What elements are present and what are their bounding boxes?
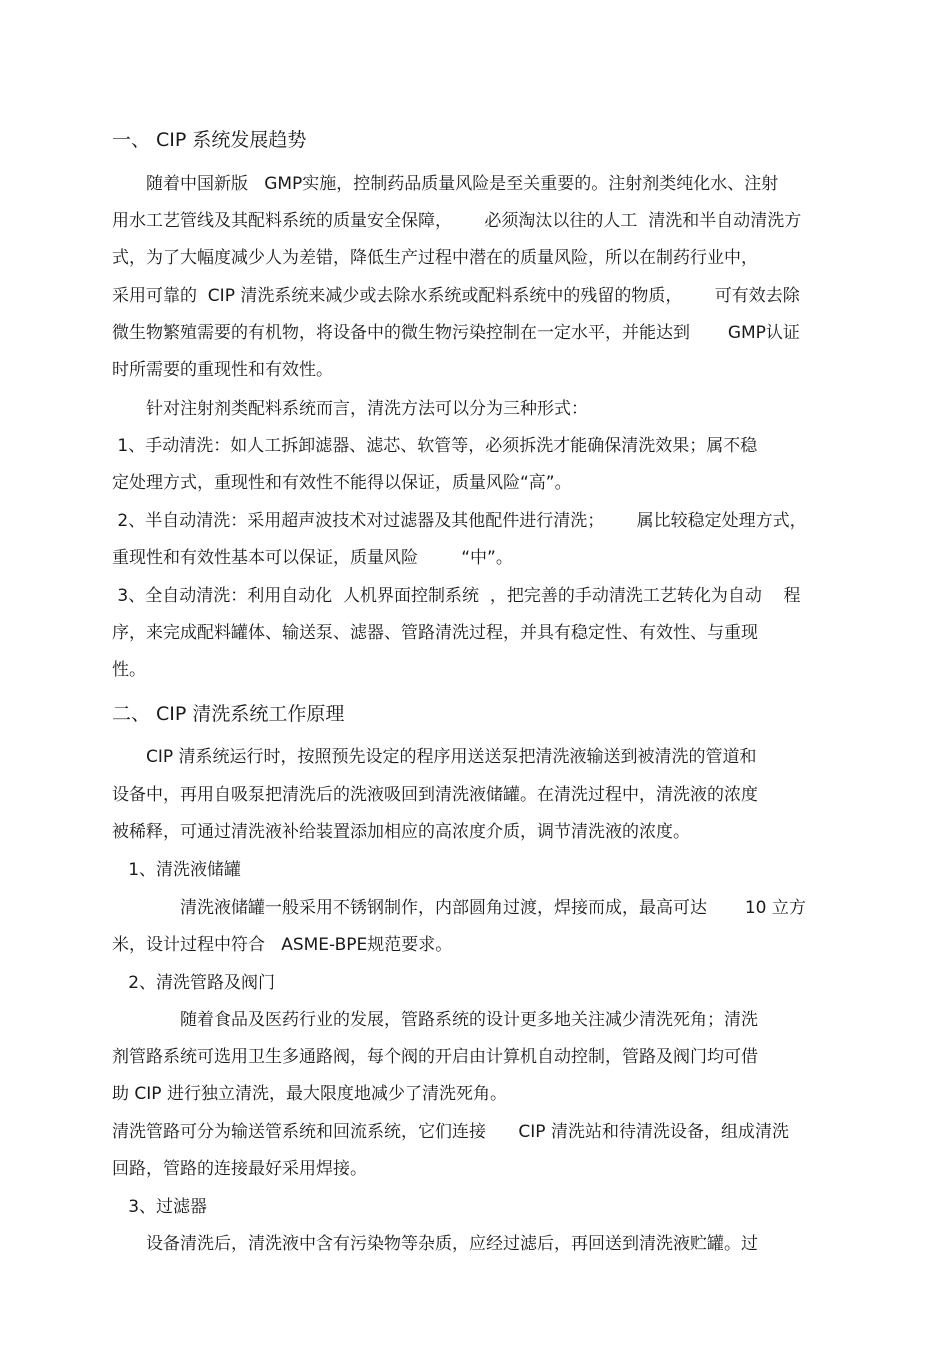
section-heading: 二、 CIP 清洗系统工作原理 [112, 703, 345, 725]
paragraph-line: CIP 清系统运行时，按照预先设定的程序用送送泵把清洗液输送到被清洗的管道和 [112, 747, 757, 767]
paragraph-line: 清洗液储罐一般采用不锈钢制作，内部圆角过渡，焊接而成，最高可达 10 立方 [112, 898, 806, 918]
list-item-line: 性。 [112, 660, 146, 680]
paragraph-line: 采用可靠的 CIP 清洗系统来减少或去除水系统或配料系统中的残留的物质， 可有效去除 [112, 286, 800, 306]
paragraph-line: 时所需要的重现性和有效性。 [112, 360, 333, 380]
subsection-heading: 3、过滤器 [112, 1197, 208, 1217]
paragraph-line: 式，为了大幅度减少人为差错，降低生产过程中潜在的质量风险，所以在制药行业中， [112, 248, 758, 268]
paragraph-line: 助 CIP 进行独立清洗，最大限度地减少了清洗死角。 [112, 1084, 507, 1104]
paragraph-line: 剂管路系统可选用卫生多通路阀，每个阀的开启由计算机自动控制，管路及阀门均可借 [112, 1047, 758, 1067]
list-item-line: 重现性和有效性基本可以保证，质量风险 “中”。 [112, 548, 513, 568]
paragraph-line: 针对注射剂类配料系统而言，清洗方法可以分为三种形式： [112, 399, 588, 419]
paragraph-line: 随着中国新版 GMP实施，控制药品质量风险是至关重要的。注射剂类纯化水、注射 [112, 174, 779, 194]
paragraph-line: 设备中，再用自吸泵把清洗后的洗液吸回到清洗液储罐。在清洗过程中，清洗液的浓度 [112, 785, 758, 805]
section-heading: 一、 CIP 系统发展趋势 [112, 129, 307, 151]
paragraph-line: 微生物繁殖需要的有机物，将设备中的微生物污染控制在一定水平，并能达到 GMP认证 [112, 323, 800, 343]
paragraph-line: 清洗管路可分为输送管系统和回流系统，它们连接 CIP 清洗站和待清洗设备，组成清洗 [112, 1122, 789, 1142]
list-item-line: 1、手动清洗：如人工拆卸滤器、滤芯、软管等，必须拆洗才能确保清洗效果；属不稳 [112, 436, 758, 456]
paragraph-line: 设备清洗后，清洗液中含有污染物等杂质，应经过滤后，再回送到清洗液贮罐。过 [112, 1234, 758, 1254]
paragraph-line: 被稀释，可通过清洗液补给装置添加相应的高浓度介质，调节清洗液的浓度。 [112, 822, 690, 842]
subsection-heading: 1、清洗液储罐 [112, 860, 242, 880]
paragraph-line: 米，设计过程中符合 ASME-BPE规范要求。 [112, 935, 453, 955]
paragraph-line: 回路，管路的连接最好采用焊接。 [112, 1159, 367, 1179]
list-item-line: 定处理方式，重现性和有效性不能得以保证，质量风险“高”。 [112, 473, 572, 493]
list-item-line: 序，来完成配料罐体、输送泵、滤器、管路清洗过程，并具有稳定性、有效性、与重现 [112, 623, 758, 643]
list-item-line: 2、半自动清洗：采用超声波技术对过滤器及其他配件进行清洗； 属比较稳定处理方式， [112, 511, 807, 531]
paragraph-line: 随着食品及医药行业的发展，管路系统的设计更多地关注减少清洗死角；清洗 [112, 1010, 758, 1030]
subsection-heading: 2、清洗管路及阀门 [112, 973, 276, 993]
paragraph-line: 用水工艺管线及其配料系统的质量安全保障， 必须淘汰以往的人工 清洗和半自动清洗方 [112, 211, 802, 231]
list-item-line: 3、全自动清洗：利用自动化 人机界面控制系统 ，把完善的手动清洗工艺转化为自动 程 [112, 586, 801, 606]
